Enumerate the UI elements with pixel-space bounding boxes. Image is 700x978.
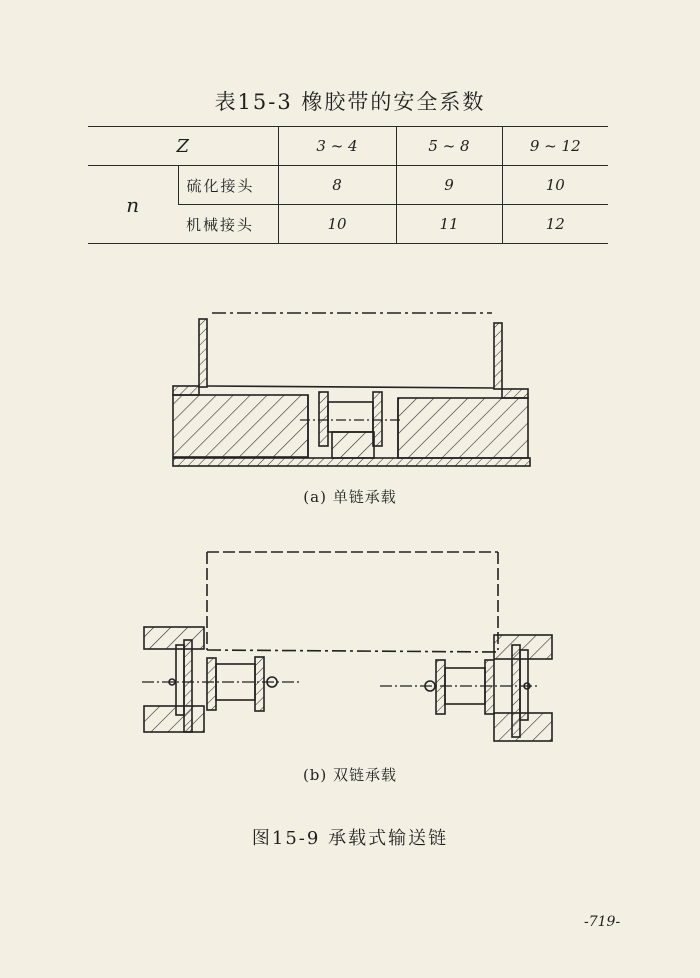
right-rail-web — [512, 645, 520, 737]
table-cell: 9 — [396, 166, 502, 205]
left-rail-top — [144, 627, 204, 649]
row-label: 机械接头 — [178, 205, 278, 244]
figure-b-caption: (b) 双链承载 — [302, 766, 398, 784]
chain-link-right — [373, 392, 382, 446]
right-base-block — [398, 398, 528, 458]
table-title: 表15-3 橡胶带的安全系数 — [214, 90, 486, 114]
right-rail-bottom — [494, 713, 552, 741]
single-chain-drawing — [173, 313, 530, 466]
center-block — [332, 432, 374, 458]
left-guard — [199, 319, 207, 387]
right-chain-link — [436, 660, 445, 714]
right-rail-top — [494, 635, 552, 659]
table-cell: 11 — [396, 205, 502, 244]
base-plate — [173, 458, 530, 466]
figure-title: 图15-9 承载式输送链 — [251, 828, 449, 849]
chain-link-left — [319, 392, 328, 446]
n-label: n — [88, 166, 178, 244]
page-number: -719- — [584, 914, 621, 930]
table-cell: 10 — [278, 205, 396, 244]
table-cell: 12 — [502, 205, 608, 244]
left-chain-link — [207, 658, 216, 710]
double-chain-drawing — [142, 552, 552, 741]
col-header: 5 ~ 8 — [396, 127, 502, 166]
left-base-block — [173, 395, 308, 457]
col-header: 9 ~ 12 — [502, 127, 608, 166]
table-cell: 8 — [278, 166, 396, 205]
row-label: 硫化接头 — [178, 166, 278, 205]
chain-roller — [328, 402, 373, 432]
col-header: 3 ~ 4 — [278, 127, 396, 166]
left-rail-web — [184, 640, 192, 732]
table-cell: 10 — [502, 166, 608, 205]
right-guard — [494, 323, 502, 389]
figure-a-caption: (a) 单链承载 — [303, 488, 397, 506]
left-rail-bottom — [144, 706, 204, 732]
z-label: Z — [88, 127, 278, 166]
carrier-bottom-line — [207, 386, 494, 388]
